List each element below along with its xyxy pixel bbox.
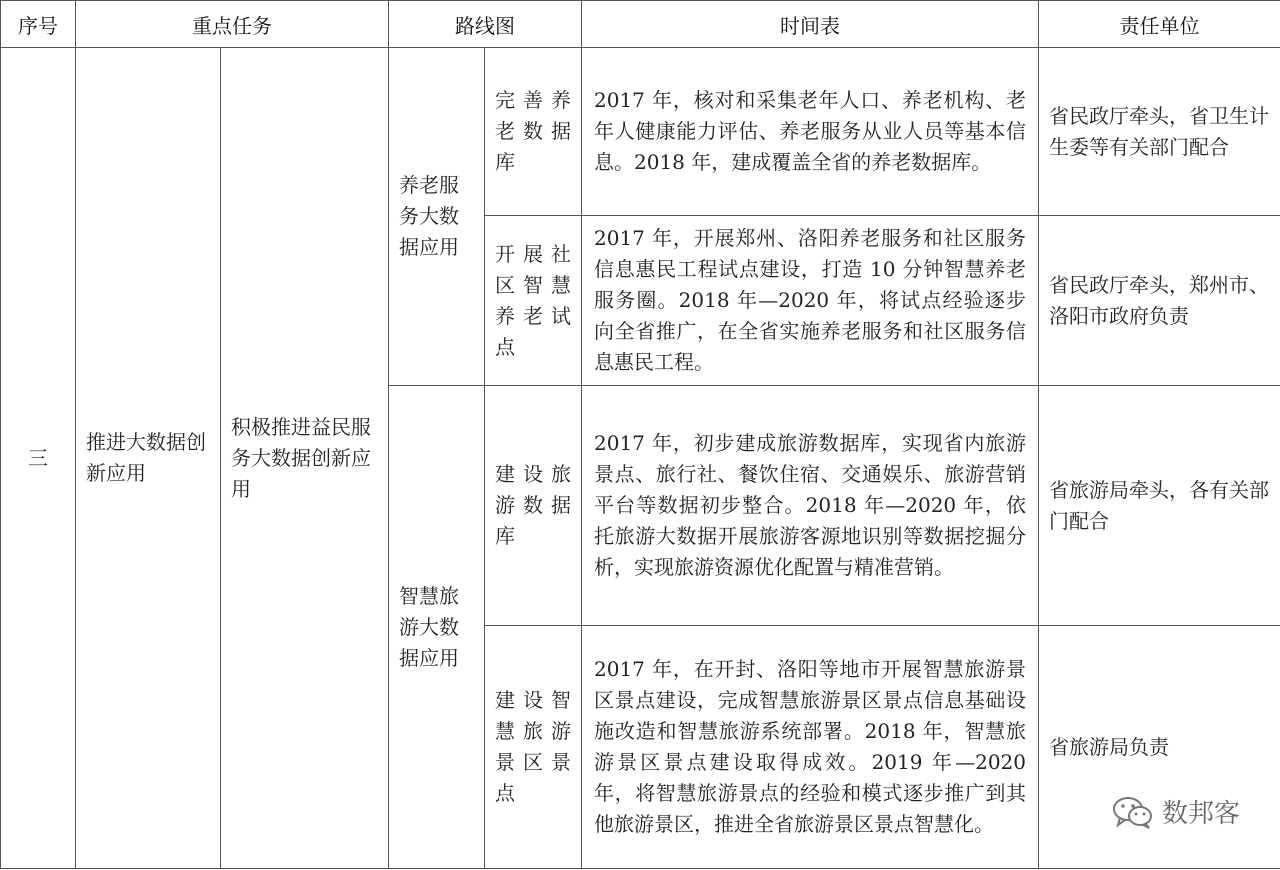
cell-route-item: 建设旅游数据库: [485, 386, 582, 626]
cell-task-main: 推进大数据创新应用: [76, 48, 221, 869]
header-unit: 责任单位: [1039, 1, 1280, 48]
watermark: [1112, 793, 1240, 830]
cell-time: 2017 年，在开封、洛阳等地市开展智慧旅游景区景点建设，完成智慧旅游景区景点信息基础设施改造和智慧旅游系统部署。2018 年，智慧旅游景区景点建设取得成效。2019 年—2020 年，将智慧旅游景点的经验和模式逐步推广到其他旅游景区，推进全省旅游景区景点智慧化。: [582, 626, 1039, 869]
cell-route-group: 智慧旅游大数据应用: [389, 386, 485, 869]
cell-unit: 省旅游局负责: [1039, 626, 1280, 869]
cell-time: 2017 年，核对和采集老年人口、养老机构、老年人健康能力评估、养老服务从业人员等基本信息。2018 年，建成覆盖全省的养老数据库。: [582, 48, 1039, 216]
cell-route-group: 养老服务大数据应用: [389, 48, 485, 386]
wechat-icon: [1112, 795, 1154, 829]
cell-unit: 省旅游局牵头，各有关部门配合: [1039, 386, 1280, 626]
cell-route-item: 完善养老数据库: [485, 48, 582, 216]
cell-route-item: 建设智慧旅游景区景点: [485, 626, 582, 869]
cell-route-item: 开展社区智慧养老试点: [485, 216, 582, 386]
header-route: 路线图: [389, 1, 582, 48]
header-time: 时间表: [582, 1, 1039, 48]
cell-time: 2017 年，开展郑州、洛阳养老服务和社区服务信息惠民工程试点建设，打造 10 分钟智慧养老服务圈。2018 年—2020 年，将试点经验逐步向全省推广，在全省实施养老服务和社区服务信息惠民工程。: [582, 216, 1039, 386]
header-seq: 序号: [1, 1, 76, 48]
table-row: [1, 48, 1280, 216]
header-task: 重点任务: [76, 1, 389, 48]
cell-unit: 省民政厅牵头，郑州市、洛阳市政府负责: [1039, 216, 1280, 386]
cell-unit: 省民政厅牵头，省卫生计生委等有关部门配合: [1039, 48, 1280, 216]
cell-task-sub: 积极推进益民服务大数据创新应用: [221, 48, 389, 869]
cell-seq: 三: [1, 48, 76, 869]
cell-time: 2017 年，初步建成旅游数据库，实现省内旅游景点、旅行社、餐饮住宿、交通娱乐、旅游营销平台等数据初步整合。2018 年—2020 年，依托旅游大数据开展旅游客源地识别等数据挖掘分析，实现旅游资源优化配置与精准营销。: [582, 386, 1039, 626]
header-row: [1, 1, 1280, 48]
watermark-text: 数邦客: [1161, 799, 1240, 829]
